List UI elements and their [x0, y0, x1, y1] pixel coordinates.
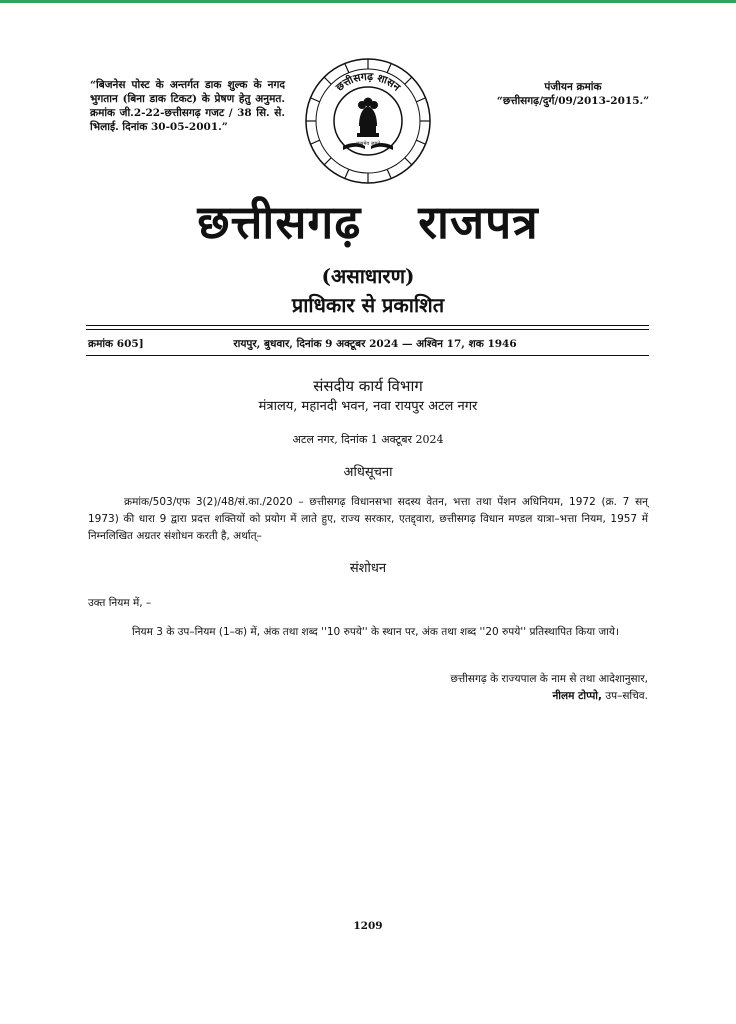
order-line: छत्तीसगढ़ के राज्यपाल के नाम से तथा आदेशानुसार, — [450, 673, 648, 685]
issue-number: क्रमांक 605] — [88, 338, 144, 350]
department-name: संसदीय कार्य विभाग — [313, 377, 423, 395]
authority-label: प्राधिकार से प्रकाशित — [291, 293, 445, 317]
svg-text:छत्तीसगढ़ शासन: छत्तीसगढ़ शासन — [333, 70, 403, 94]
signatory — [552, 689, 648, 703]
extraordinary-label: (असाधारण) — [321, 264, 415, 288]
registration-number: “छत्तीसगढ़/दुर्ग/09/2013-2015.” — [496, 95, 650, 107]
notification-place-date: अटल नगर, दिनांक 1 अक्टूबर 2024 — [292, 433, 444, 446]
registration-label: पंजीयन क्रमांक — [544, 81, 602, 93]
registration-note — [478, 80, 668, 108]
header-rule-top-inner — [86, 329, 649, 330]
header-rule-top — [86, 325, 649, 326]
page-number: 1209 — [353, 920, 383, 932]
issue-date-line: रायपुर, बुधवार, दिनांक 9 अक्टूबर 2024 — अश्विन 17, शक 1946 — [233, 338, 517, 350]
gazette-title: छत्तीसगढ़ राजपत्र — [197, 195, 539, 249]
amendment-text: नियम 3 के उप–नियम (1–क) में, अंक तथा शब्द ''10 रुपये'' के स्थान पर, अंक तथा शब्द ''20 रुपये'' प्रतिस्थापित किया जाये। — [132, 626, 619, 638]
amendment-intro: उक्त नियम में, – — [88, 597, 152, 609]
signatory-designation: उप–सचिव. — [605, 690, 648, 702]
postal-permission-note: “बिजनेस पोस्ट के अन्तर्गत डाक शुल्क के नगद भुगतान (बिना डाक टिकट) के प्रेषण हेतु अनुमत. क्रमांक जी.2-22-छत्तीसगढ़ गजट / 38 सि. से. भिलाई. दिनांक 30-05-2001.” — [90, 79, 285, 133]
svg-text:सत्यमेव जयते: सत्यमेव जयते — [355, 141, 381, 147]
state-emblem-icon — [303, 56, 433, 186]
amendment-heading: संशोधन — [349, 561, 387, 576]
signatory-name: नीलम टोप्पो, — [552, 690, 603, 702]
notification-heading: अधिसूचना — [343, 465, 393, 480]
top-border — [0, 0, 736, 3]
header-rule-bottom — [86, 355, 649, 356]
department-address: मंत्रालय, महानदी भवन, नवा रायपुर अटल नगर — [258, 399, 478, 414]
notification-paragraph: क्रमांक/503/एफ 3(2)/48/सं.का./2020 – छत्तीसगढ़ विधानसभा सदस्य वेतन, भत्ता तथा पेंशन अधिनियम, 1972 (क्र. 7 सन् 1973) की धारा 9 द्वारा प्रदत्त शक्तियों को प्रयोग में लाते हुए, राज्य सरकार, एतद्द्वारा, छत्तीसगढ़ विधान मण्डल यात्रा–भत्ता नियम, 1957 में निम्नलिखित अग्रतर संशोधन करती है, अर्थात्– — [88, 496, 648, 542]
